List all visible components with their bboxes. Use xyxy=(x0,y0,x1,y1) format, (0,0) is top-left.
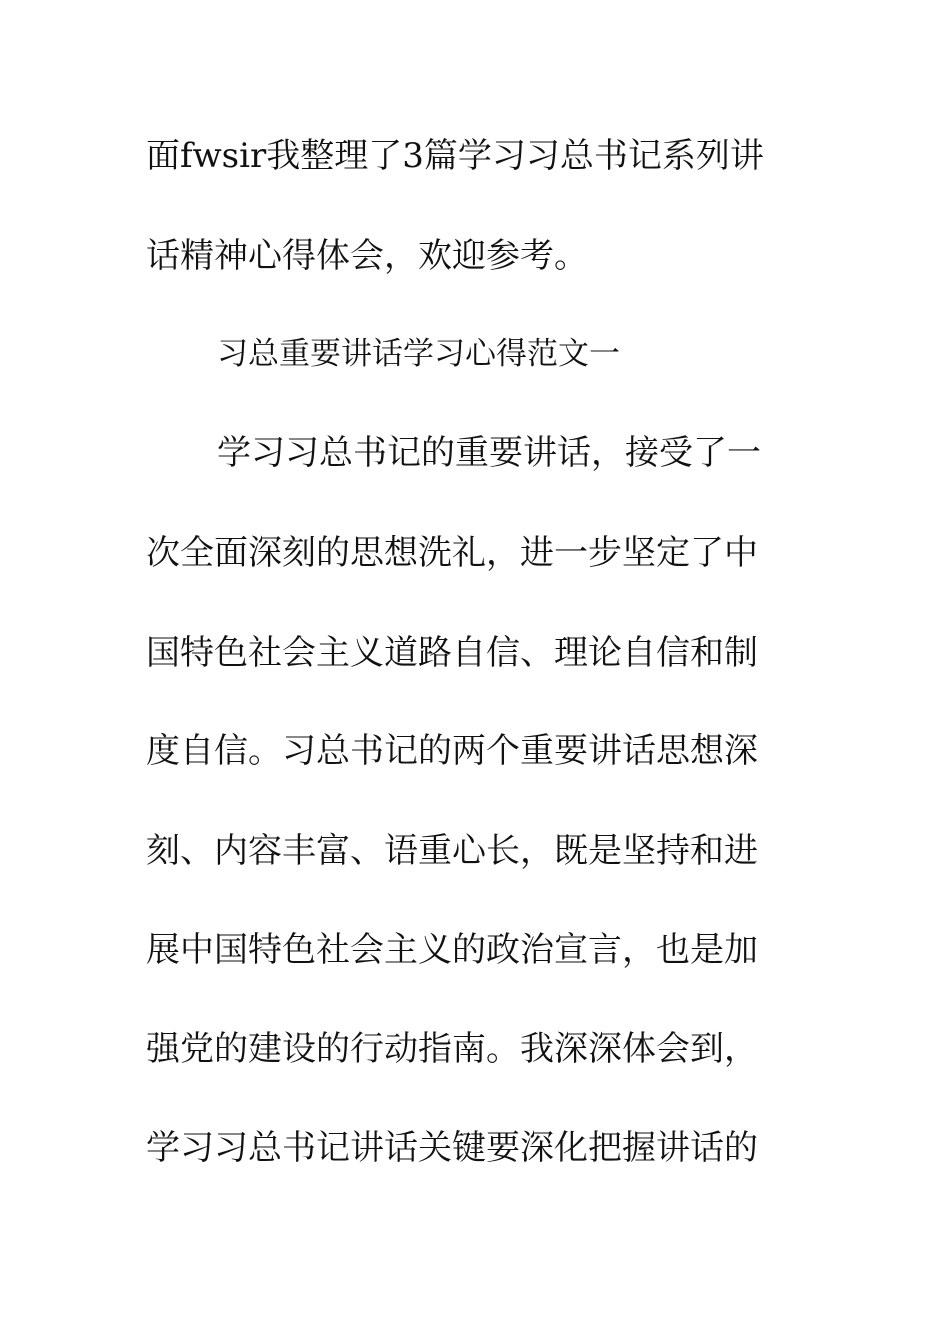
body-line-2: 次全面深刻的思想洗礼，进一步坚定了中 xyxy=(146,533,758,573)
body-line-1: 学习习总书记的重要讲话，接受了一 xyxy=(217,433,761,473)
body-line-5: 刻、内容丰富、语重心长，既是坚持和进 xyxy=(146,831,758,871)
intro-line-2: 话精神心得体会，欢迎参考。 xyxy=(146,236,588,276)
body-line-3: 国特色社会主义道路自信、理论自信和制 xyxy=(146,633,758,673)
body-line-8: 学习习总书记讲话关键要深化把握讲话的 xyxy=(146,1128,758,1168)
section-heading: 习总重要讲话学习心得范文一 xyxy=(217,336,620,372)
body-line-7: 强党的建设的行动指南。我深深体会到， xyxy=(146,1029,758,1069)
body-line-4: 度自信。习总书记的两个重要讲话思想深 xyxy=(146,731,758,771)
body-line-6: 展中国特色社会主义的政治宣言，也是加 xyxy=(146,930,758,970)
intro-line-1: 面fwsir我整理了3篇学习习总书记系列讲 xyxy=(146,136,764,176)
